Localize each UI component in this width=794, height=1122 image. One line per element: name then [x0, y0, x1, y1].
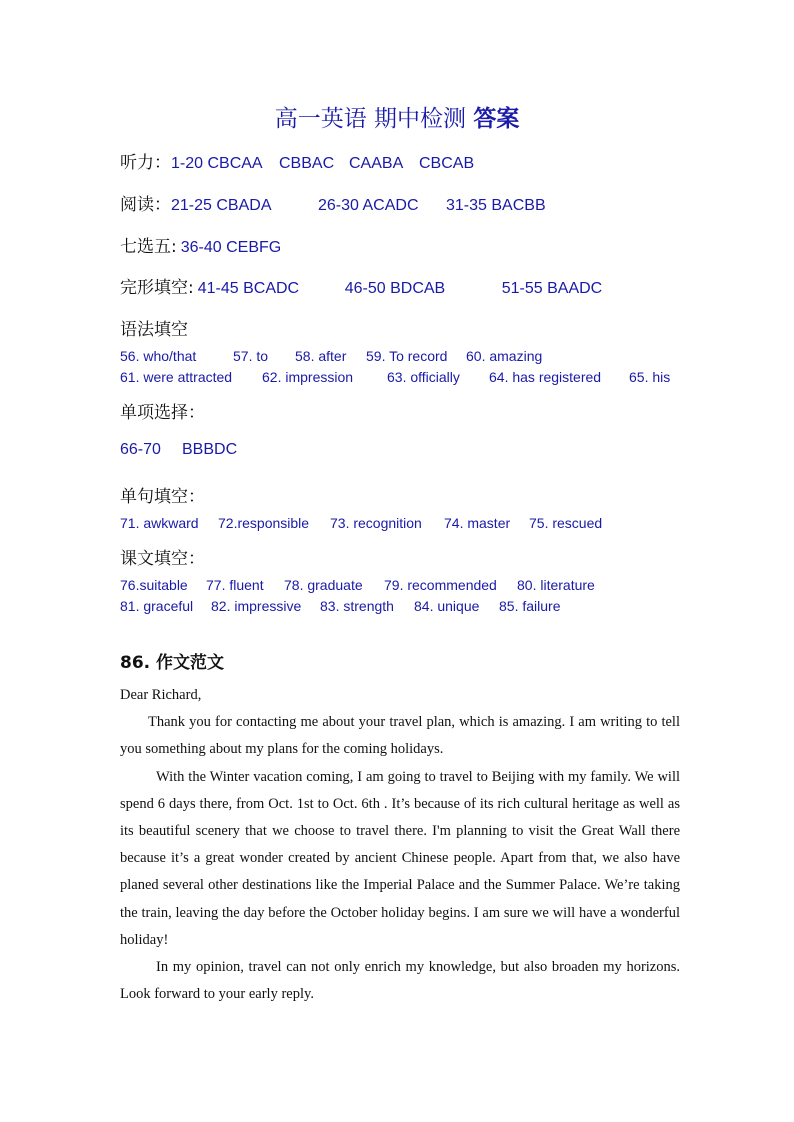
grammar-answer: 57. to: [233, 348, 269, 364]
text-fill-answer: 76.suitable: [120, 577, 188, 593]
single-choice-row: [120, 441, 237, 459]
seven-five-answers: 36-40 CEBFG: [180, 239, 282, 256]
listening-answers-2: CBBAC: [279, 155, 335, 172]
essay-paragraph: Thank you for contacting me about your travel plan, which is amazing. I am writing to tell you something about my plans for the coming holidays.: [120, 714, 680, 758]
listening-label: 听力：: [120, 153, 171, 173]
grammar-answer: 61. were attracted: [120, 369, 233, 385]
sentence-fill-answer: 74. master: [444, 515, 511, 531]
page-title-main: 高一英语 期中检测: [274, 106, 466, 132]
text-fill-row-2: [120, 598, 560, 616]
single-choice-answers: BBBDC: [182, 441, 238, 458]
essay-salutation: Dear Richard,: [120, 687, 202, 703]
grammar-answer: 56. who/that: [120, 348, 197, 364]
listening-row: [120, 148, 474, 173]
text-fill-answer: 78. graduate: [284, 577, 363, 593]
text-fill-answer: 81. graceful: [120, 598, 194, 614]
reading-answers-1: 21-25 CBADA: [171, 197, 272, 214]
text-fill-heading: 课文填空：: [120, 549, 205, 569]
grammar-answer: 58. after: [295, 348, 347, 364]
cloze-answers-3: 51-55 BAADC: [501, 280, 603, 297]
text-fill-answer: 79. recommended: [384, 577, 497, 593]
page-title-answer: 答案: [473, 105, 520, 132]
seven-five-label: 七选五:: [120, 237, 177, 257]
reading-label: 阅读：: [120, 195, 171, 215]
sentence-fill-row: [120, 515, 602, 533]
essay-paragraph: With the Winter vacation coming, I am going to travel to Beijing with my family. We will spend 6 days there, from Oct. 1st to Oct. 6th . It’s because of its rich cultural heritage as well as its beautiful scenery that we choose to travel there. I'm planning to visit the Great Wall there because it’s a great wonder created by ancient Chinese people. Apart from that, we also have planed several other destinations like the Imperial Palace and the Summer Palace. We’re taking the train, leaving the day before the October holiday begins. I am sure we will have a wonderful holiday!: [120, 768, 680, 948]
text-fill-answer: 83. strength: [320, 598, 394, 614]
listening-answers-3: CAABA: [349, 155, 404, 172]
grammar-answer: 65. his: [629, 369, 671, 385]
grammar-answer: 59. To record: [366, 348, 448, 364]
grammar-row-1: [120, 348, 542, 366]
grammar-heading: 语法填空: [120, 320, 188, 340]
grammar-row-2: [120, 369, 670, 387]
grammar-answer: 60. amazing: [466, 348, 543, 364]
cloze-answers-1: 41-45 BCADC: [197, 280, 300, 297]
seven-five-row: [120, 232, 281, 257]
sentence-fill-answer: 71. awkward: [120, 515, 199, 531]
text-fill-answer: 77. fluent: [206, 577, 264, 593]
text-fill-answer: 80. literature: [517, 577, 595, 593]
text-fill-answer: 85. failure: [499, 598, 561, 614]
text-fill-row-1: [120, 577, 595, 595]
sentence-fill-answer: 72.responsible: [218, 515, 310, 531]
cloze-label: 完形填空:: [120, 278, 194, 298]
grammar-answer: 63. officially: [387, 369, 460, 385]
grammar-answer: 64. has registered: [489, 369, 602, 385]
grammar-answer: 62. impression: [262, 369, 354, 385]
listening-answers-4: CBCAB: [419, 155, 475, 172]
text-fill-answer: 82. impressive: [211, 598, 302, 614]
single-choice-heading: 单项选择：: [120, 403, 205, 423]
cloze-answers-2: 46-50 BDCAB: [344, 280, 446, 297]
essay-paragraph: In my opinion, travel can not only enrich my knowledge, but also broaden my horizons. Look forward to your early reply.: [120, 959, 680, 1003]
single-choice-range: 66-70: [120, 441, 161, 458]
sentence-fill-answer: 75. rescued: [529, 515, 603, 531]
text-fill-answer: 84. unique: [414, 598, 480, 614]
cloze-row: [120, 273, 602, 298]
reading-answers-3: 31-35 BACBB: [446, 197, 546, 214]
essay-body: [120, 682, 680, 1008]
listening-answers-1: 1-20 CBCAA: [171, 155, 263, 172]
sentence-fill-heading: 单句填空：: [120, 487, 205, 507]
reading-answers-2: 26-30 ACADC: [318, 197, 419, 214]
sentence-fill-answer: 73. recognition: [330, 515, 422, 531]
reading-row: [120, 190, 546, 215]
essay-heading: 86. 作文范文: [120, 653, 225, 673]
page-title: [0, 100, 794, 133]
